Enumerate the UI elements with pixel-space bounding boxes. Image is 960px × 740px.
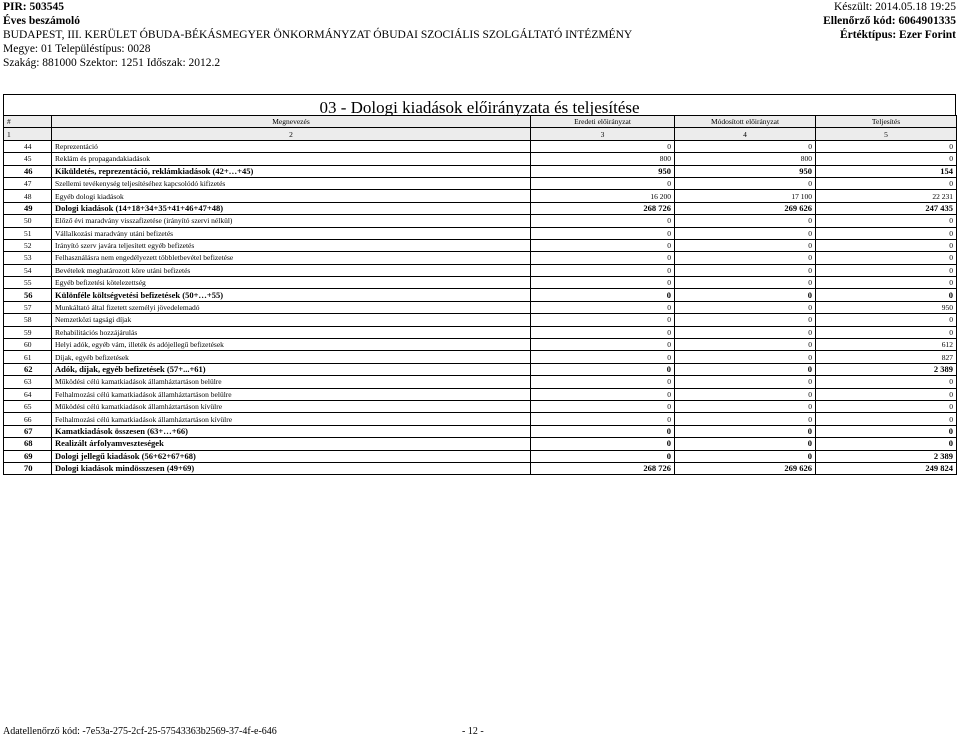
- row-number: 70: [4, 462, 52, 474]
- actual-value: 0: [816, 153, 957, 165]
- row-label: Reklám és propagandakiadások: [52, 153, 531, 165]
- row-label: Rehabilitációs hozzájárulás: [52, 326, 531, 338]
- actual-value: 0: [816, 425, 957, 437]
- original-budget-value: 0: [531, 400, 675, 412]
- original-budget-value: 0: [531, 239, 675, 251]
- modified-budget-value: 800: [675, 153, 816, 165]
- original-budget-value: 16 200: [531, 190, 675, 202]
- actual-value: 0: [816, 215, 957, 227]
- original-budget-value: 0: [531, 388, 675, 400]
- row-number: 55: [4, 277, 52, 289]
- original-budget-value: 0: [531, 425, 675, 437]
- row-number: 46: [4, 165, 52, 177]
- row-label: Realizált árfolyamveszteségek: [52, 438, 531, 450]
- actual-value: 950: [816, 301, 957, 313]
- modified-budget-value: 0: [675, 314, 816, 326]
- actual-value: 154: [816, 165, 957, 177]
- actual-value: 612: [816, 339, 957, 351]
- original-budget-value: 0: [531, 376, 675, 388]
- row-number: 64: [4, 388, 52, 400]
- row-number: 69: [4, 450, 52, 462]
- actual-value: 22 231: [816, 190, 957, 202]
- original-budget-value: 0: [531, 140, 675, 152]
- row-label: Kamatkiadások összesen (63+…+66): [52, 425, 531, 437]
- modified-budget-value: 0: [675, 363, 816, 375]
- original-budget-value: 0: [531, 314, 675, 326]
- original-budget-value: 0: [531, 215, 675, 227]
- actual-value: 0: [816, 314, 957, 326]
- column-header-row: [4, 116, 957, 128]
- row-label: Bevételek meghatározott köre utáni befizetés: [52, 264, 531, 276]
- table-row: [4, 190, 957, 202]
- row-number: 61: [4, 351, 52, 363]
- actual-value: 0: [816, 252, 957, 264]
- modified-budget-value: 269 626: [675, 202, 816, 214]
- original-budget-value: 0: [531, 450, 675, 462]
- header-line: Értéktípus: Ezer Forint: [839, 29, 956, 41]
- modified-budget-value: 17 100: [675, 190, 816, 202]
- row-number: 63: [4, 376, 52, 388]
- row-number: 47: [4, 177, 52, 189]
- actual-value: 827: [816, 351, 957, 363]
- row-number: 68: [4, 438, 52, 450]
- column-number: 1: [4, 128, 52, 140]
- expenditure-table: [3, 115, 957, 475]
- table-row: [4, 351, 957, 363]
- original-budget-value: 0: [531, 301, 675, 313]
- row-label: Működési célú kamatkiadások államháztartáson kívülre: [52, 400, 531, 412]
- table-row: [4, 153, 957, 165]
- row-number: 52: [4, 239, 52, 251]
- column-number: 2: [52, 128, 531, 140]
- header-line: Szakág: 881000 Szektor: 1251 Időszak: 2012.2: [3, 57, 221, 69]
- table-row: [4, 277, 957, 289]
- table-row: [4, 363, 957, 375]
- original-budget-value: 0: [531, 264, 675, 276]
- modified-budget-value: 0: [675, 425, 816, 437]
- table-row: [4, 252, 957, 264]
- table-row: [4, 289, 957, 301]
- actual-value: 0: [816, 438, 957, 450]
- original-budget-value: 0: [531, 326, 675, 338]
- row-label: Működési célú kamatkiadások államháztartáson belülre: [52, 376, 531, 388]
- row-number: 48: [4, 190, 52, 202]
- column-number: 5: [816, 128, 957, 140]
- modified-budget-value: 950: [675, 165, 816, 177]
- row-number: 62: [4, 363, 52, 375]
- row-label: Szellemi tevékenység teljesítéséhez kapcsolódó kifizetés: [52, 177, 531, 189]
- actual-value: 2 389: [816, 363, 957, 375]
- row-label: Dologi jellegű kiadások (56+62+67+68): [52, 450, 531, 462]
- column-header: Teljesítés: [816, 116, 957, 128]
- row-label: Díjak, egyéb befizetések: [52, 351, 531, 363]
- row-label: Egyéb befizetési kötelezettség: [52, 277, 531, 289]
- actual-value: 0: [816, 140, 957, 152]
- modified-budget-value: 0: [675, 351, 816, 363]
- original-budget-value: 0: [531, 277, 675, 289]
- row-label: Vállalkozási maradvány utáni befizetés: [52, 227, 531, 239]
- table-row: [4, 264, 957, 276]
- page-number: - 12 -: [462, 726, 484, 737]
- actual-value: 0: [816, 227, 957, 239]
- actual-value: 0: [816, 326, 957, 338]
- original-budget-value: 0: [531, 227, 675, 239]
- table-row: [4, 462, 957, 474]
- original-budget-value: 268 726: [531, 202, 675, 214]
- modified-budget-value: 0: [675, 177, 816, 189]
- modified-budget-value: 0: [675, 450, 816, 462]
- row-label: Dologi kiadások mindösszesen (49+69): [52, 462, 531, 474]
- modified-budget-value: 0: [675, 239, 816, 251]
- row-number: 65: [4, 400, 52, 412]
- original-budget-value: 0: [531, 438, 675, 450]
- column-number-row: [4, 128, 957, 140]
- table-row: [4, 400, 957, 412]
- column-header: #: [4, 116, 52, 128]
- actual-value: 0: [816, 277, 957, 289]
- row-number: 50: [4, 215, 52, 227]
- table-row: [4, 326, 957, 338]
- header-line: Készült: 2014.05.18 19:25: [833, 1, 956, 13]
- actual-value: 0: [816, 400, 957, 412]
- row-number: 54: [4, 264, 52, 276]
- column-number: 3: [531, 128, 675, 140]
- row-label: Felhalmozási célú kamatkiadások államháztartáson belülre: [52, 388, 531, 400]
- actual-value: 0: [816, 239, 957, 251]
- actual-value: 0: [816, 376, 957, 388]
- header-line: Megye: 01 Településtípus: 0028: [3, 43, 151, 55]
- table-row: [4, 438, 957, 450]
- modified-budget-value: 0: [675, 252, 816, 264]
- table-row: [4, 140, 957, 152]
- row-number: 57: [4, 301, 52, 313]
- row-label: Egyéb dologi kiadások: [52, 190, 531, 202]
- actual-value: 0: [816, 177, 957, 189]
- original-budget-value: 800: [531, 153, 675, 165]
- original-budget-value: 0: [531, 289, 675, 301]
- row-number: 44: [4, 140, 52, 152]
- actual-value: 0: [816, 289, 957, 301]
- actual-value: 249 824: [816, 462, 957, 474]
- column-number: 4: [675, 128, 816, 140]
- original-budget-value: 268 726: [531, 462, 675, 474]
- table-row: [4, 450, 957, 462]
- table-row: [4, 165, 957, 177]
- header-line: BUDAPEST, III. KERÜLET ÓBUDA-BÉKÁSMEGYER ÖNKORMÁNYZAT ÓBUDAI SZOCIÁLIS SZOLGÁLTATÓ INTÉZMÉNY: [3, 29, 633, 41]
- table-row: [4, 215, 957, 227]
- modified-budget-value: 0: [675, 264, 816, 276]
- row-number: 49: [4, 202, 52, 214]
- table-row: [4, 227, 957, 239]
- modified-budget-value: 0: [675, 301, 816, 313]
- modified-budget-value: 0: [675, 289, 816, 301]
- modified-budget-value: 0: [675, 326, 816, 338]
- row-number: 51: [4, 227, 52, 239]
- column-header: Megnevezés: [52, 116, 531, 128]
- table-row: [4, 339, 957, 351]
- modified-budget-value: 0: [675, 227, 816, 239]
- control-code: Adatellenőrző kód: -7e53a-275-2cf-25-57543363b2569-37-4f-e-646: [3, 726, 277, 737]
- row-label: Irányító szerv javára teljesített egyéb befizetés: [52, 239, 531, 251]
- row-label: Munkáltató által fizetett személyi jövedelemadó: [52, 301, 531, 313]
- table-title: 03 - Dologi kiadások előirányzata és teljesítése: [3, 94, 956, 116]
- original-budget-value: 0: [531, 413, 675, 425]
- header-line: PIR: 503545: [3, 1, 65, 13]
- table-row: [4, 425, 957, 437]
- original-budget-value: 0: [531, 339, 675, 351]
- original-budget-value: 0: [531, 252, 675, 264]
- actual-value: 0: [816, 388, 957, 400]
- original-budget-value: 950: [531, 165, 675, 177]
- row-label: Reprezentáció: [52, 140, 531, 152]
- row-label: Előző évi maradvány visszafizetése (irányító szervi nélkül): [52, 215, 531, 227]
- row-label: Felhasználásra nem engedélyezett többletbevétel befizetése: [52, 252, 531, 264]
- modified-budget-value: 0: [675, 413, 816, 425]
- row-number: 66: [4, 413, 52, 425]
- table-row: [4, 413, 957, 425]
- row-number: 67: [4, 425, 52, 437]
- column-header: Módosított előirányzat: [675, 116, 816, 128]
- table-row: [4, 177, 957, 189]
- row-label: Adók, díjak, egyéb befizetések (57+...+61): [52, 363, 531, 375]
- actual-value: 0: [816, 264, 957, 276]
- row-label: Különféle költségvetési befizetések (50+…+55): [52, 289, 531, 301]
- row-label: Nemzetközi tagsági díjak: [52, 314, 531, 326]
- table-row: [4, 314, 957, 326]
- modified-budget-value: 0: [675, 215, 816, 227]
- row-number: 58: [4, 314, 52, 326]
- row-number: 53: [4, 252, 52, 264]
- row-label: Kiküldetés, reprezentáció, reklámkiadások (42+…+45): [52, 165, 531, 177]
- actual-value: 0: [816, 413, 957, 425]
- table-row: [4, 202, 957, 214]
- actual-value: 2 389: [816, 450, 957, 462]
- table-row: [4, 388, 957, 400]
- row-number: 59: [4, 326, 52, 338]
- modified-budget-value: 0: [675, 339, 816, 351]
- actual-value: 247 435: [816, 202, 957, 214]
- modified-budget-value: 0: [675, 438, 816, 450]
- report-header-right: [823, 0, 956, 42]
- modified-budget-value: 0: [675, 400, 816, 412]
- row-label: Helyi adók, egyéb vám, illeték és adójellegű befizetések: [52, 339, 531, 351]
- column-header: Eredeti előirányzat: [531, 116, 675, 128]
- modified-budget-value: 0: [675, 376, 816, 388]
- modified-budget-value: 0: [675, 277, 816, 289]
- report-header-left: [3, 0, 632, 70]
- original-budget-value: 0: [531, 363, 675, 375]
- modified-budget-value: 0: [675, 140, 816, 152]
- row-label: Dologi kiadások (14+18+34+35+41+46+47+48): [52, 202, 531, 214]
- original-budget-value: 0: [531, 177, 675, 189]
- row-label: Felhalmozási célú kamatkiadások államháztartáson kívülre: [52, 413, 531, 425]
- row-number: 60: [4, 339, 52, 351]
- modified-budget-value: 269 626: [675, 462, 816, 474]
- modified-budget-value: 0: [675, 388, 816, 400]
- original-budget-value: 0: [531, 351, 675, 363]
- table-row: [4, 376, 957, 388]
- header-line: Ellenőrző kód: 6064901335: [823, 15, 956, 27]
- row-number: 45: [4, 153, 52, 165]
- table-row: [4, 301, 957, 313]
- header-line: Éves beszámoló: [3, 15, 80, 27]
- table-row: [4, 239, 957, 251]
- row-number: 56: [4, 289, 52, 301]
